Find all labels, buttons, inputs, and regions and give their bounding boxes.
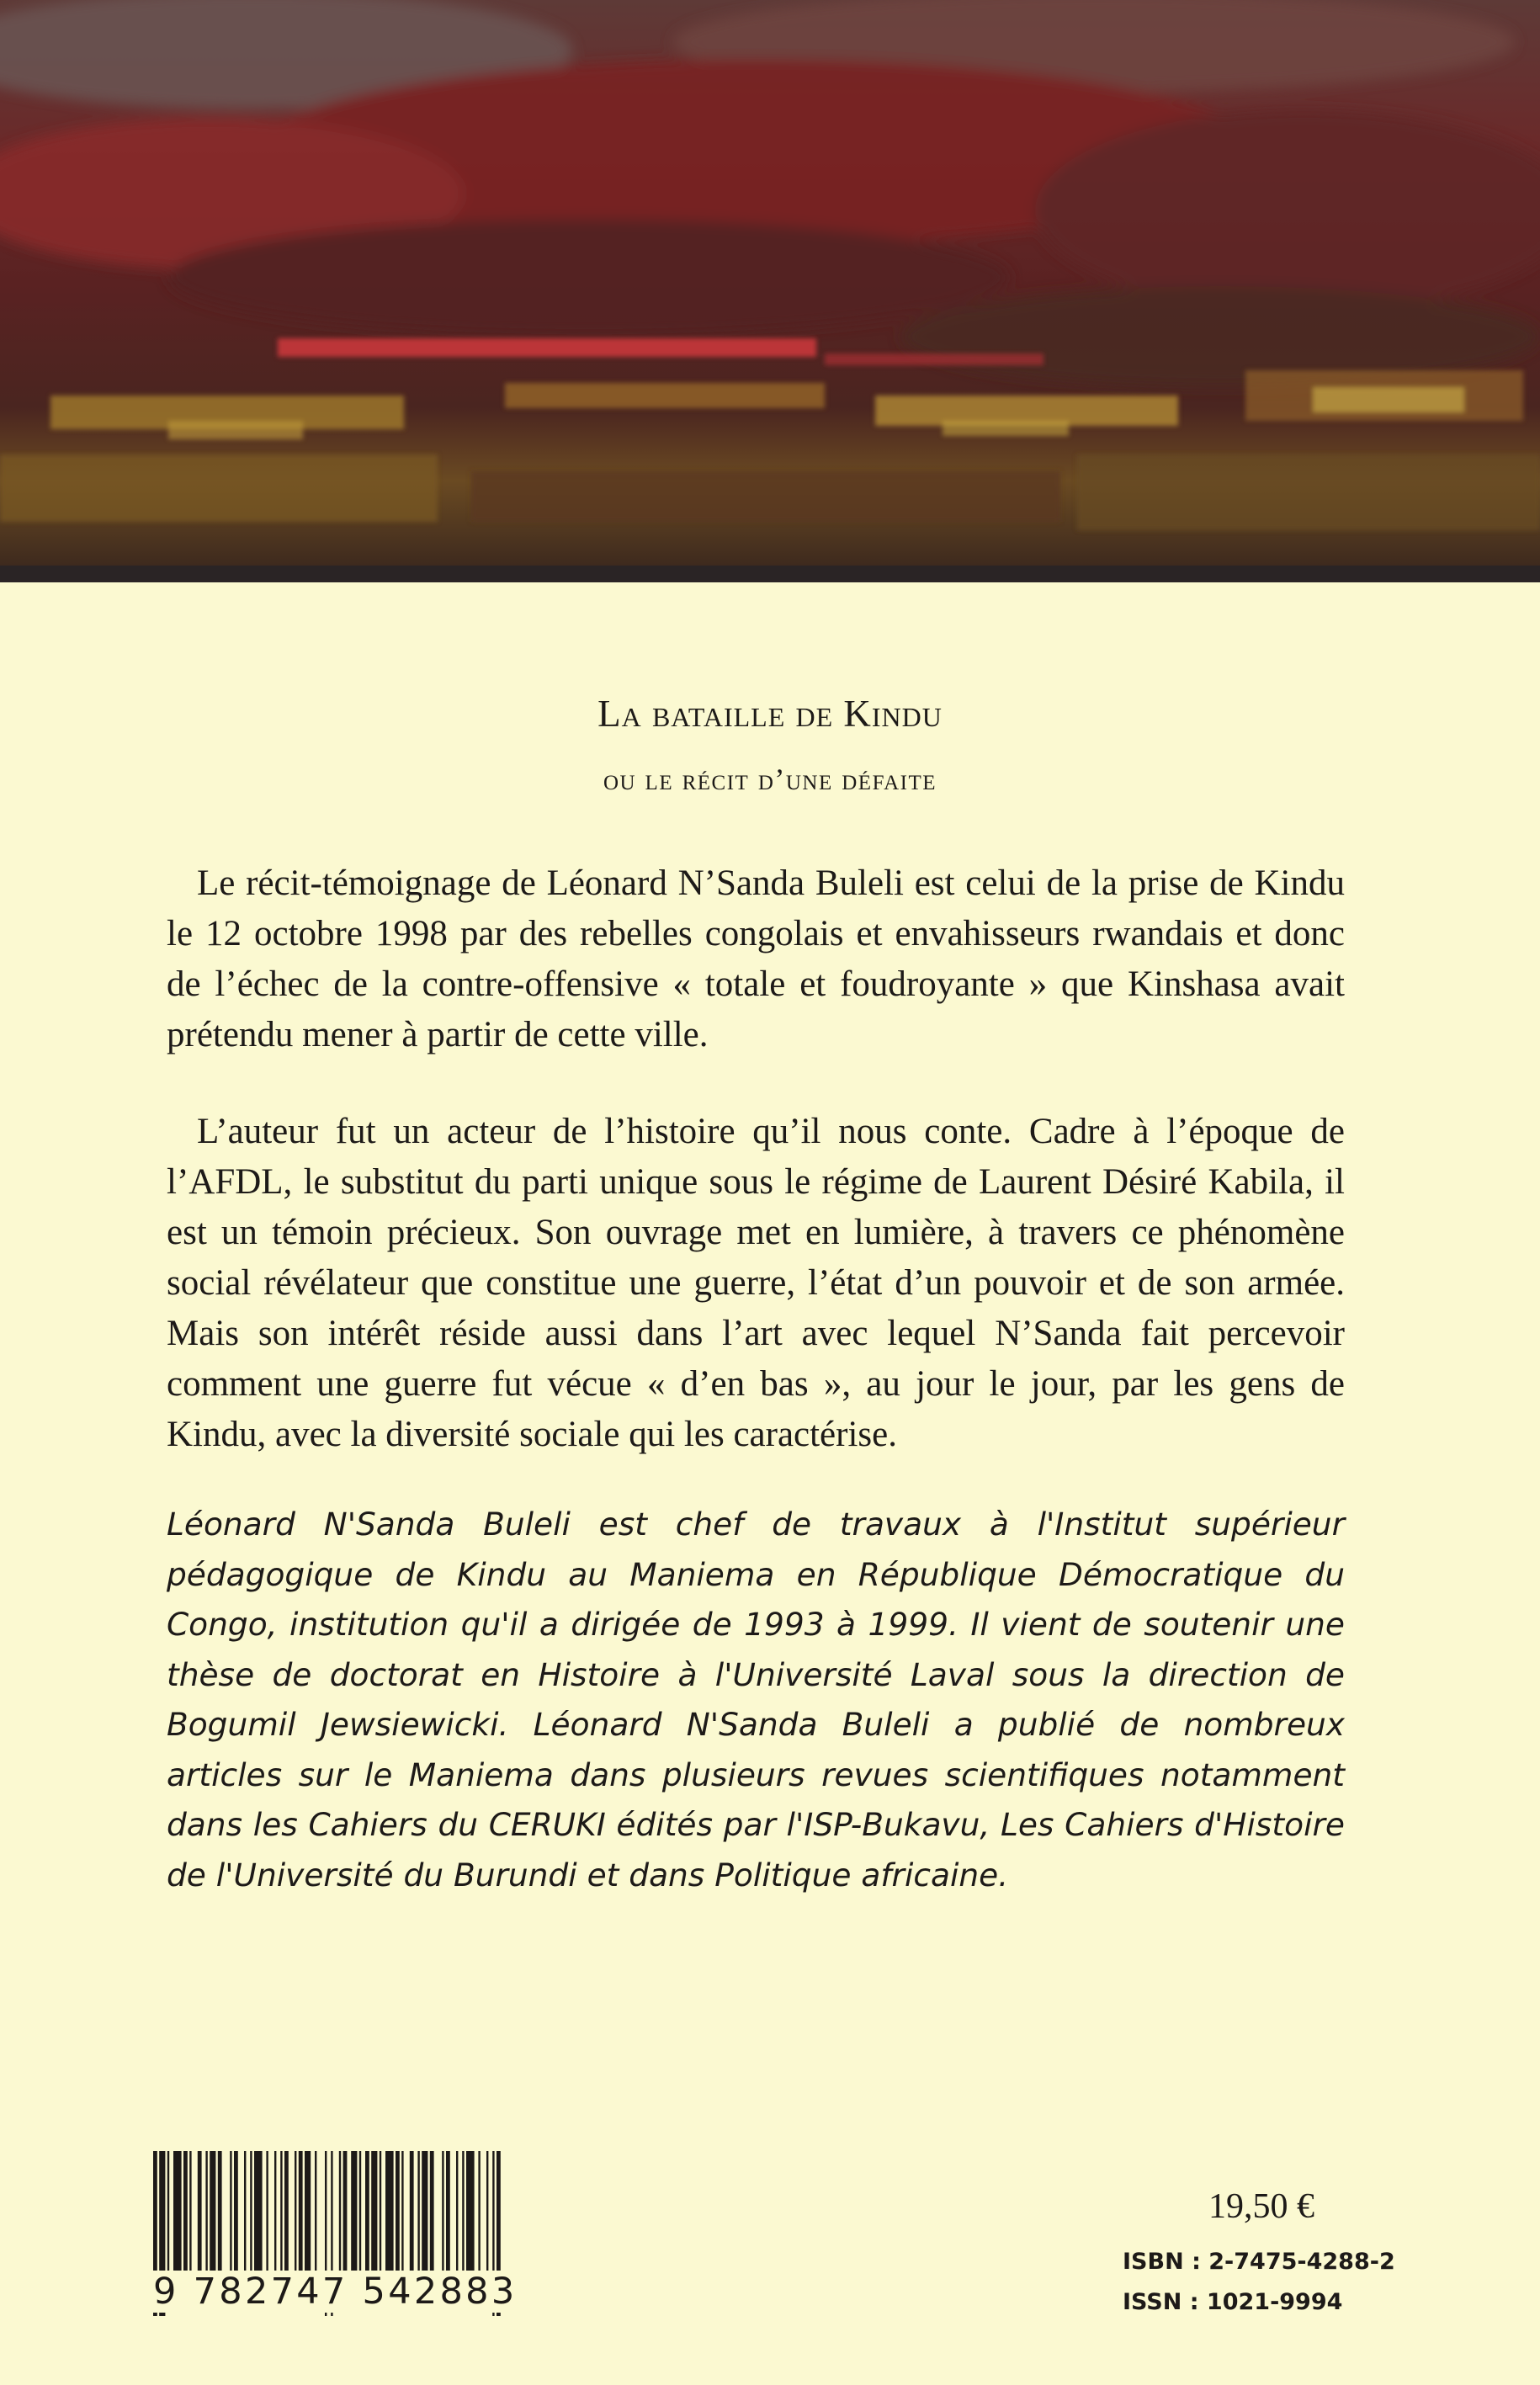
- barcode-bar: [167, 2151, 169, 2271]
- barcode-bar: [254, 2151, 263, 2271]
- price: 19,50 €: [1208, 2187, 1314, 2226]
- barcode-bar: [244, 2151, 246, 2271]
- back-cover-panel: [0, 582, 1540, 2385]
- cover-divider: [0, 566, 1540, 582]
- barcode-bar: [315, 2151, 316, 2271]
- barcode-bar: [478, 2151, 480, 2271]
- barcode-bar: [343, 2151, 348, 2271]
- issn: ISSN : 1021-9994: [1123, 2289, 1343, 2315]
- barcode-bar: [385, 2151, 394, 2271]
- barcode-bar: [365, 2151, 369, 2271]
- barcode-bar: [183, 2151, 188, 2271]
- barcode-bar: [173, 2151, 182, 2271]
- barcode-bar: [486, 2151, 488, 2271]
- author-bio: Léonard N'Sanda Buleli est chef de travaux à l'Institut supérieur pédagogique de Kindu au Maniema en République Démocratique du Congo, institution qu'il a dirigée de 1993 à 1999. Il vient de soutenir une thèse de doctorat en Histoire à l'Université Laval sous la direction de Bogumil Jewsiewicki. Léonard N'Sanda Buleli a publié de nombreux articles sur le Maniema dans plusieurs revues scientifiques notamment dans les Cahiers du CERUKI édités par l'ISP-Bukavu, Les Cahiers d'Histoire de l'Université du Burundi et dans Politique africaine.: [167, 1506, 1345, 1894]
- barcode-bar: [359, 2151, 361, 2271]
- barcode-bar: [280, 2151, 282, 2271]
- barcode-bar: [250, 2151, 252, 2271]
- barcode-bar: [234, 2151, 238, 2271]
- barcode-digits: 9 782747 542883: [153, 2271, 518, 2313]
- barcode-bar: [339, 2151, 341, 2271]
- barcode-bar: [230, 2151, 231, 2271]
- barcode-bar: [274, 2151, 276, 2271]
- barcode-bar: [442, 2151, 443, 2271]
- barcode-bar: [446, 2151, 450, 2271]
- book-title: La bataille de Kindu: [597, 693, 943, 735]
- barcode-bar: [295, 2151, 296, 2271]
- barcode-bar: [401, 2151, 403, 2271]
- barcode-bar: [189, 2151, 191, 2271]
- barcode-bar: [205, 2151, 207, 2271]
- barcode-bar: [266, 2151, 268, 2271]
- barcode-bar: [198, 2151, 202, 2271]
- book-subtitle: ou le récit d’une défaite: [603, 762, 937, 796]
- barcode-bar: [351, 2151, 357, 2271]
- barcode-bar: [380, 2151, 381, 2271]
- barcode-bar: [284, 2151, 289, 2271]
- barcode-bar: [218, 2151, 222, 2271]
- cover-artwork: [0, 0, 1540, 566]
- barcode-bar: [210, 2151, 215, 2271]
- barcode-bar: [462, 2151, 464, 2271]
- barcode-bar: [466, 2151, 475, 2271]
- barcode-bar: [456, 2151, 458, 2271]
- barcode-bar: [422, 2151, 427, 2271]
- barcode-bar: [417, 2151, 419, 2271]
- barcode-bar: [371, 2151, 377, 2271]
- barcode-bar: [430, 2151, 434, 2271]
- barcode-bar: [396, 2151, 400, 2271]
- summary-paragraph-2: L’auteur fut un acteur de l’histoire qu’il nous conte. Cadre à l’époque de l’AFDL, le substitut du parti unique sous le régime de Laurent Désiré Kabila, il est un témoin précieux. Son ouvrage met en lumière, à travers ce phénomène social révélateur que constitue une guerre, l’état d’un pouvoir et de son armée. Mais son intérêt réside aussi dans l’art avec lequel N’Sanda fait percevoir comment une guerre fut vécue « d’en bas », au jour le jour, par les gens de Kindu, avec la diversité sociale qui les caractérise.: [167, 1112, 1345, 1454]
- barcode-bar: [410, 2151, 414, 2271]
- summary-paragraph-1: Le récit-témoignage de Léonard N’Sanda Buleli est celui de la prise de Kindu le 12 octobre 1998 par des rebelles congolais et envahisseurs rwandais et donc de l’échec de la contre-offensive « totale et foudroyante » que Kinshasa avait prétendu mener à partir de cette ville.: [167, 863, 1345, 1054]
- barcode-bar: [305, 2151, 311, 2271]
- isbn: ISBN : 2-7475-4288-2: [1123, 2249, 1395, 2275]
- barcode-bar: [299, 2151, 303, 2271]
